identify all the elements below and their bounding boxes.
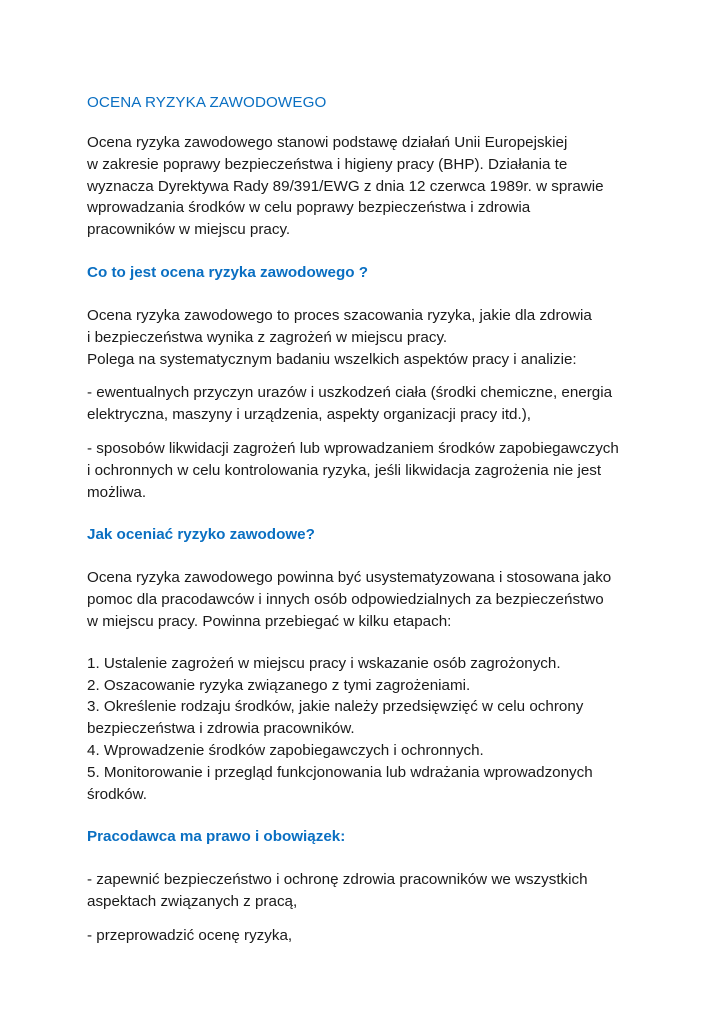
definition-line: i bezpieczeństwa wynika z zagrożeń w miejscu pracy. [87, 328, 448, 346]
step-item: 3. Określenie rodzaju środków, jakie należy przedsięwzięć w celu ochrony [87, 698, 584, 716]
methods-line: - sposobów likwidacji zagrożeń lub wprowadzaniem środków zapobiegawczych [87, 439, 619, 457]
section-heading-how-to: Jak oceniać ryzyko zawodowe? [87, 526, 315, 544]
step-item: 5. Monitorowanie i przegląd funkcjonowania lub wdrażania wprowadzonych [87, 763, 593, 781]
how-line: w miejscu pracy. Powinna przebiegać w kilku etapach: [87, 612, 452, 630]
step-item: 2. Oszacowanie ryzyka związanego z tymi zagrożeniami. [87, 676, 471, 694]
causes-line: - ewentualnych przyczyn urazów i uszkodzeń ciała (środki chemiczne, energia [87, 384, 613, 402]
steps-list [87, 653, 647, 806]
step-item: 1. Ustalenie zagrożeń w miejscu pracy i wskazanie osób zagrożonych. [87, 654, 561, 672]
employer-duty-paragraph [87, 869, 647, 913]
intro-line: Ocena ryzyka zawodowego stanowi podstawę działań Unii Europejskiej [87, 134, 568, 151]
methods-line: i ochronnych w celu kontrolowania ryzyka, jeśli likwidacja zagrożenia nie jest [87, 461, 602, 479]
employer-duty-line: - zapewnić bezpieczeństwo i ochronę zdrowia pracowników we wszystkich [87, 871, 588, 889]
definition-line: Ocena ryzyka zawodowego to proces szacowania ryzyka, jakie dla zdrowia [87, 306, 592, 324]
how-paragraph [87, 567, 647, 632]
causes-paragraph [87, 382, 647, 426]
methods-paragraph [87, 438, 647, 503]
how-line: Ocena ryzyka zawodowego powinna być usystematyzowana i stosowana jako [87, 569, 612, 587]
causes-line: elektryczna, maszyny i urządzenia, aspekty organizacji pracy itd.), [87, 406, 531, 424]
employer-duty-line: - przeprowadzić ocenę ryzyka, [87, 926, 293, 944]
methods-line: możliwa. [87, 483, 147, 501]
how-line: pomoc dla pracodawców i innych osób odpowiedzialnych za bezpieczeństwo [87, 591, 604, 609]
step-item: 4. Wprowadzenie środków zapobiegawczych i ochronnych. [87, 741, 484, 759]
document-title: OCENA RYZYKA ZAWODOWEGO [87, 94, 327, 111]
definition-line: Polega na systematycznym badaniu wszelkich aspektów pracy i analizie: [87, 350, 577, 368]
step-item: środków. [87, 785, 147, 803]
definition-paragraph [87, 305, 647, 370]
section-heading-what-is: Co to jest ocena ryzyka zawodowego ? [87, 263, 369, 281]
intro-line: wyznacza Dyrektywa Rady 89/391/EWG z dnia 12 czerwca 1989r. w sprawie [87, 177, 604, 195]
step-item: bezpieczeństwa i zdrowia pracowników. [87, 720, 355, 738]
intro-line: w zakresie poprawy bezpieczeństwa i higieny pracy (BHP). Działania te [87, 155, 568, 173]
section-heading-employer: Pracodawca ma prawo i obowiązek: [87, 828, 346, 846]
employer-duty-line: aspektach związanych z pracą, [87, 893, 298, 911]
intro-paragraph [87, 132, 647, 241]
intro-line: wprowadzania środków w celu poprawy bezpieczeństwa i zdrowia [87, 199, 531, 217]
employer-duty-paragraph [87, 925, 647, 947]
intro-line: pracowników w miejscu pracy. [87, 221, 291, 239]
document-page [87, 93, 647, 947]
